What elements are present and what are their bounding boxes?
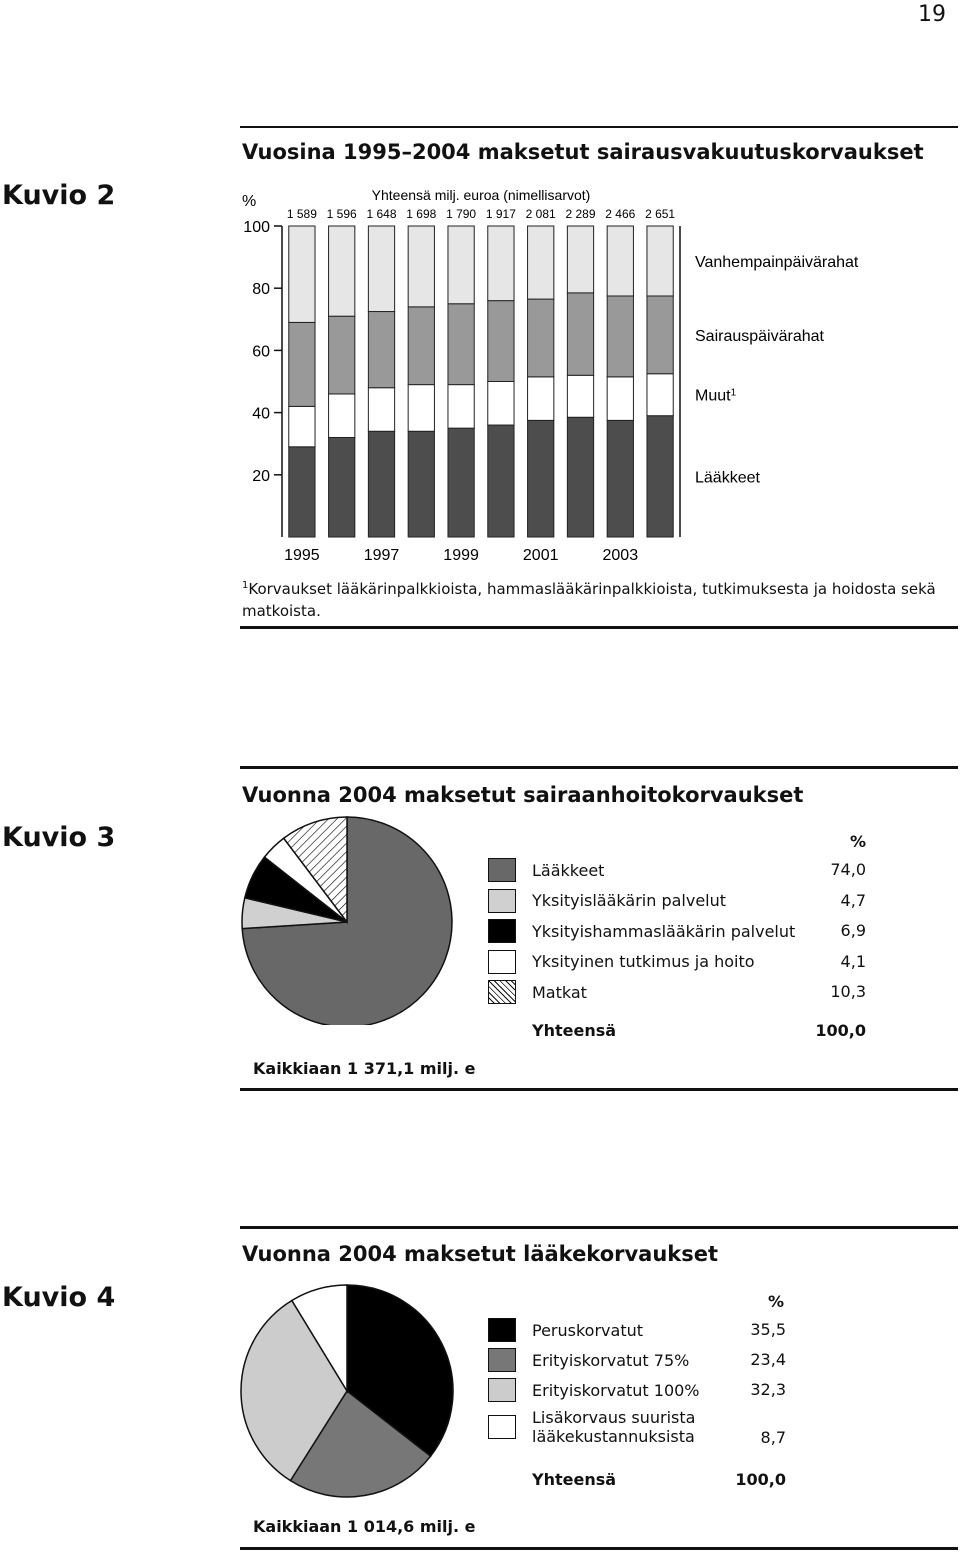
- figure3-top-rule: [240, 766, 958, 769]
- figure4-grand-total: Kaikkiaan 1 014,6 milj. e: [253, 1517, 476, 1536]
- legend-swatch: [488, 950, 516, 974]
- legend-swatch: [488, 1318, 516, 1342]
- legend-item: [488, 1348, 689, 1372]
- legend-item: [488, 1318, 643, 1342]
- bar-segment: [488, 382, 514, 426]
- figure2-title: Vuosina 1995–2004 maksetut sairausvakuutuskorvaukset: [242, 140, 924, 164]
- bar-segment: [488, 425, 514, 537]
- legend-label: Erityiskorvatut 75%: [532, 1350, 690, 1370]
- legend-swatch: [488, 1415, 516, 1439]
- figure4-kuvio-label: Kuvio 4: [2, 1282, 116, 1313]
- legend-label: Erityiskorvatut 100%: [532, 1380, 700, 1400]
- y-axis-unit-label: %: [242, 193, 257, 210]
- bar-segment: [408, 307, 434, 385]
- bar-segment: [607, 226, 633, 296]
- legend-item: [488, 1408, 695, 1446]
- bar-segment: [448, 428, 474, 537]
- figure4-title: Vuonna 2004 maksetut lääkekorvaukset: [242, 1242, 719, 1266]
- bar-total-label: 1 589: [286, 207, 317, 221]
- x-tick-label: 1997: [363, 547, 400, 564]
- legend-label: Yksityishammaslääkärin palvelut: [532, 921, 796, 941]
- bar-segment: [528, 299, 554, 377]
- bar-segment: [368, 431, 394, 537]
- x-tick-label: 2003: [602, 547, 639, 564]
- footnote-mark: 1: [242, 580, 249, 591]
- pie-chart-sairaanhoito: [230, 815, 470, 1025]
- legend-value: 4,7: [840, 890, 866, 910]
- bar-total-label: 1 648: [366, 207, 397, 221]
- bar-segment: [368, 312, 394, 388]
- bar-segment: [289, 226, 315, 322]
- legend-item: [488, 858, 604, 882]
- legend-label: Yksityislääkärin palvelut: [532, 891, 727, 910]
- bar-segment: [448, 304, 474, 385]
- bar-segment: [647, 416, 673, 537]
- figure4-top-rule: [240, 1226, 958, 1229]
- bar-segment: [607, 377, 633, 421]
- bar-total-label: 2 466: [605, 207, 636, 221]
- figure2-kuvio-label: Kuvio 2: [2, 180, 116, 211]
- legend-item: [488, 980, 587, 1004]
- bar-segment: [567, 417, 593, 537]
- legend-value: 23,4: [750, 1350, 786, 1369]
- bar-total-label: 2 289: [565, 207, 596, 221]
- bar-total-label: 1 698: [406, 207, 437, 221]
- bar-total-label: 1 596: [326, 207, 357, 221]
- y-tick-label: 80: [252, 281, 270, 299]
- totals-header: Yhteensä milj. euroa (nimellisarvot): [371, 187, 591, 203]
- y-tick-label: 40: [252, 405, 270, 423]
- bar-segment: [647, 296, 673, 374]
- bar-total-label: 1 917: [485, 207, 516, 221]
- bar-segment: [368, 388, 394, 432]
- y-tick-label: 60: [252, 343, 270, 361]
- bar-segment: [329, 316, 355, 394]
- series-label: Vanhempainpäivärahat: [695, 253, 859, 271]
- bar-segment: [528, 420, 554, 537]
- legend-swatch: [488, 1348, 516, 1372]
- legend-label: Lääkkeet: [532, 860, 605, 880]
- pie-chart-laakekorvaukset: [230, 1275, 470, 1510]
- bar-segment: [567, 293, 593, 375]
- figure4-total-label: Yhteensä: [532, 1470, 617, 1489]
- legend-swatch: [488, 858, 516, 882]
- legend-value: 32,3: [750, 1380, 786, 1399]
- bar-segment: [607, 420, 633, 537]
- legend-label-line2: lääkekustannuksista: [532, 1427, 695, 1446]
- legend-swatch: [488, 889, 516, 913]
- figure3-title: Vuonna 2004 maksetut sairaanhoitokorvaukset: [242, 783, 804, 807]
- figure3-pct-header: %: [850, 832, 867, 851]
- bar-segment: [488, 226, 514, 301]
- bar-segment: [329, 226, 355, 316]
- bar-segment: [289, 447, 315, 537]
- footnote-line2: matkoista.: [242, 602, 321, 620]
- legend-label: Peruskorvatut: [532, 1320, 643, 1340]
- bar-segment: [528, 377, 554, 421]
- bar-segment: [488, 301, 514, 382]
- y-tick-label: 20: [252, 467, 270, 485]
- figure4-pct-header: %: [768, 1292, 785, 1311]
- legend-swatch: [488, 1378, 516, 1402]
- bar-segment: [408, 226, 434, 307]
- figure3-bottom-rule: [240, 1088, 958, 1091]
- bar-segment: [448, 226, 474, 304]
- figure3-grand-total: Kaikkiaan 1 371,1 milj. e: [253, 1059, 476, 1078]
- legend-label: Matkat: [532, 982, 587, 1002]
- series-label: Lääkkeet: [695, 469, 760, 487]
- bar-segment: [368, 226, 394, 312]
- legend-value: 6,9: [840, 921, 866, 940]
- stacked-bar-chart: [0, 170, 960, 570]
- figure3-total-value: 100,0: [815, 1021, 866, 1040]
- bar-segment: [567, 375, 593, 417]
- bar-segment: [607, 296, 633, 377]
- figure2-bottom-rule: [240, 626, 958, 629]
- footnote-line1: Korvaukset lääkärinpalkkioista, hammaslääkärinpalkkioista, tutkimuksesta ja hoidosta sekä: [248, 580, 936, 598]
- figure2-top-rule: [240, 126, 958, 128]
- bar-segment: [528, 226, 554, 299]
- legend-value: 4,1: [840, 951, 866, 971]
- y-tick-label: 100: [243, 219, 270, 236]
- bar-segment: [329, 437, 355, 537]
- series-label: Sairauspäivärahat: [695, 327, 824, 345]
- legend-value: 74,0: [830, 860, 866, 879]
- bar-segment: [647, 226, 673, 296]
- legend-swatch: [488, 980, 516, 1004]
- legend-item: [488, 950, 755, 974]
- x-tick-label: 2001: [522, 547, 559, 564]
- legend-item: [488, 919, 795, 943]
- bar-segment: [408, 385, 434, 432]
- figure4-bottom-rule: [240, 1547, 958, 1550]
- series-label-sup: 1: [730, 387, 737, 399]
- figure3-kuvio-label: Kuvio 3: [2, 822, 116, 853]
- legend-label: Lisäkorvaus suurista lääkekustannuksista: [532, 1408, 696, 1446]
- bar-segment: [289, 406, 315, 446]
- figure3-total-label: Yhteensä: [532, 1021, 617, 1040]
- bar-segment: [289, 322, 315, 406]
- legend-value: 35,5: [750, 1320, 786, 1339]
- legend-value: 10,3: [830, 982, 866, 1001]
- legend-value: 8,7: [760, 1428, 786, 1447]
- bar-total-label: 2 081: [525, 207, 556, 221]
- x-tick-label: 1999: [443, 547, 479, 564]
- bar-total-label: 1 790: [446, 207, 477, 221]
- figure4-total-value: 100,0: [735, 1470, 786, 1489]
- bar-segment: [408, 431, 434, 537]
- bar-segment: [448, 385, 474, 429]
- legend-item: [488, 1378, 700, 1402]
- bar-total-label: 2 651: [645, 207, 676, 221]
- page-number: 19: [918, 2, 946, 27]
- legend-swatch: [488, 919, 516, 943]
- bar-segment: [329, 394, 355, 438]
- legend-item: [488, 889, 726, 913]
- legend-label: Yksityinen tutkimus ja hoito: [532, 952, 755, 971]
- bar-segment: [647, 374, 673, 416]
- bar-segment: [567, 226, 593, 293]
- series-label: Muut$^1$: [695, 387, 737, 405]
- x-tick-label: 1995: [284, 547, 320, 564]
- figure2-footnote: [242, 575, 936, 622]
